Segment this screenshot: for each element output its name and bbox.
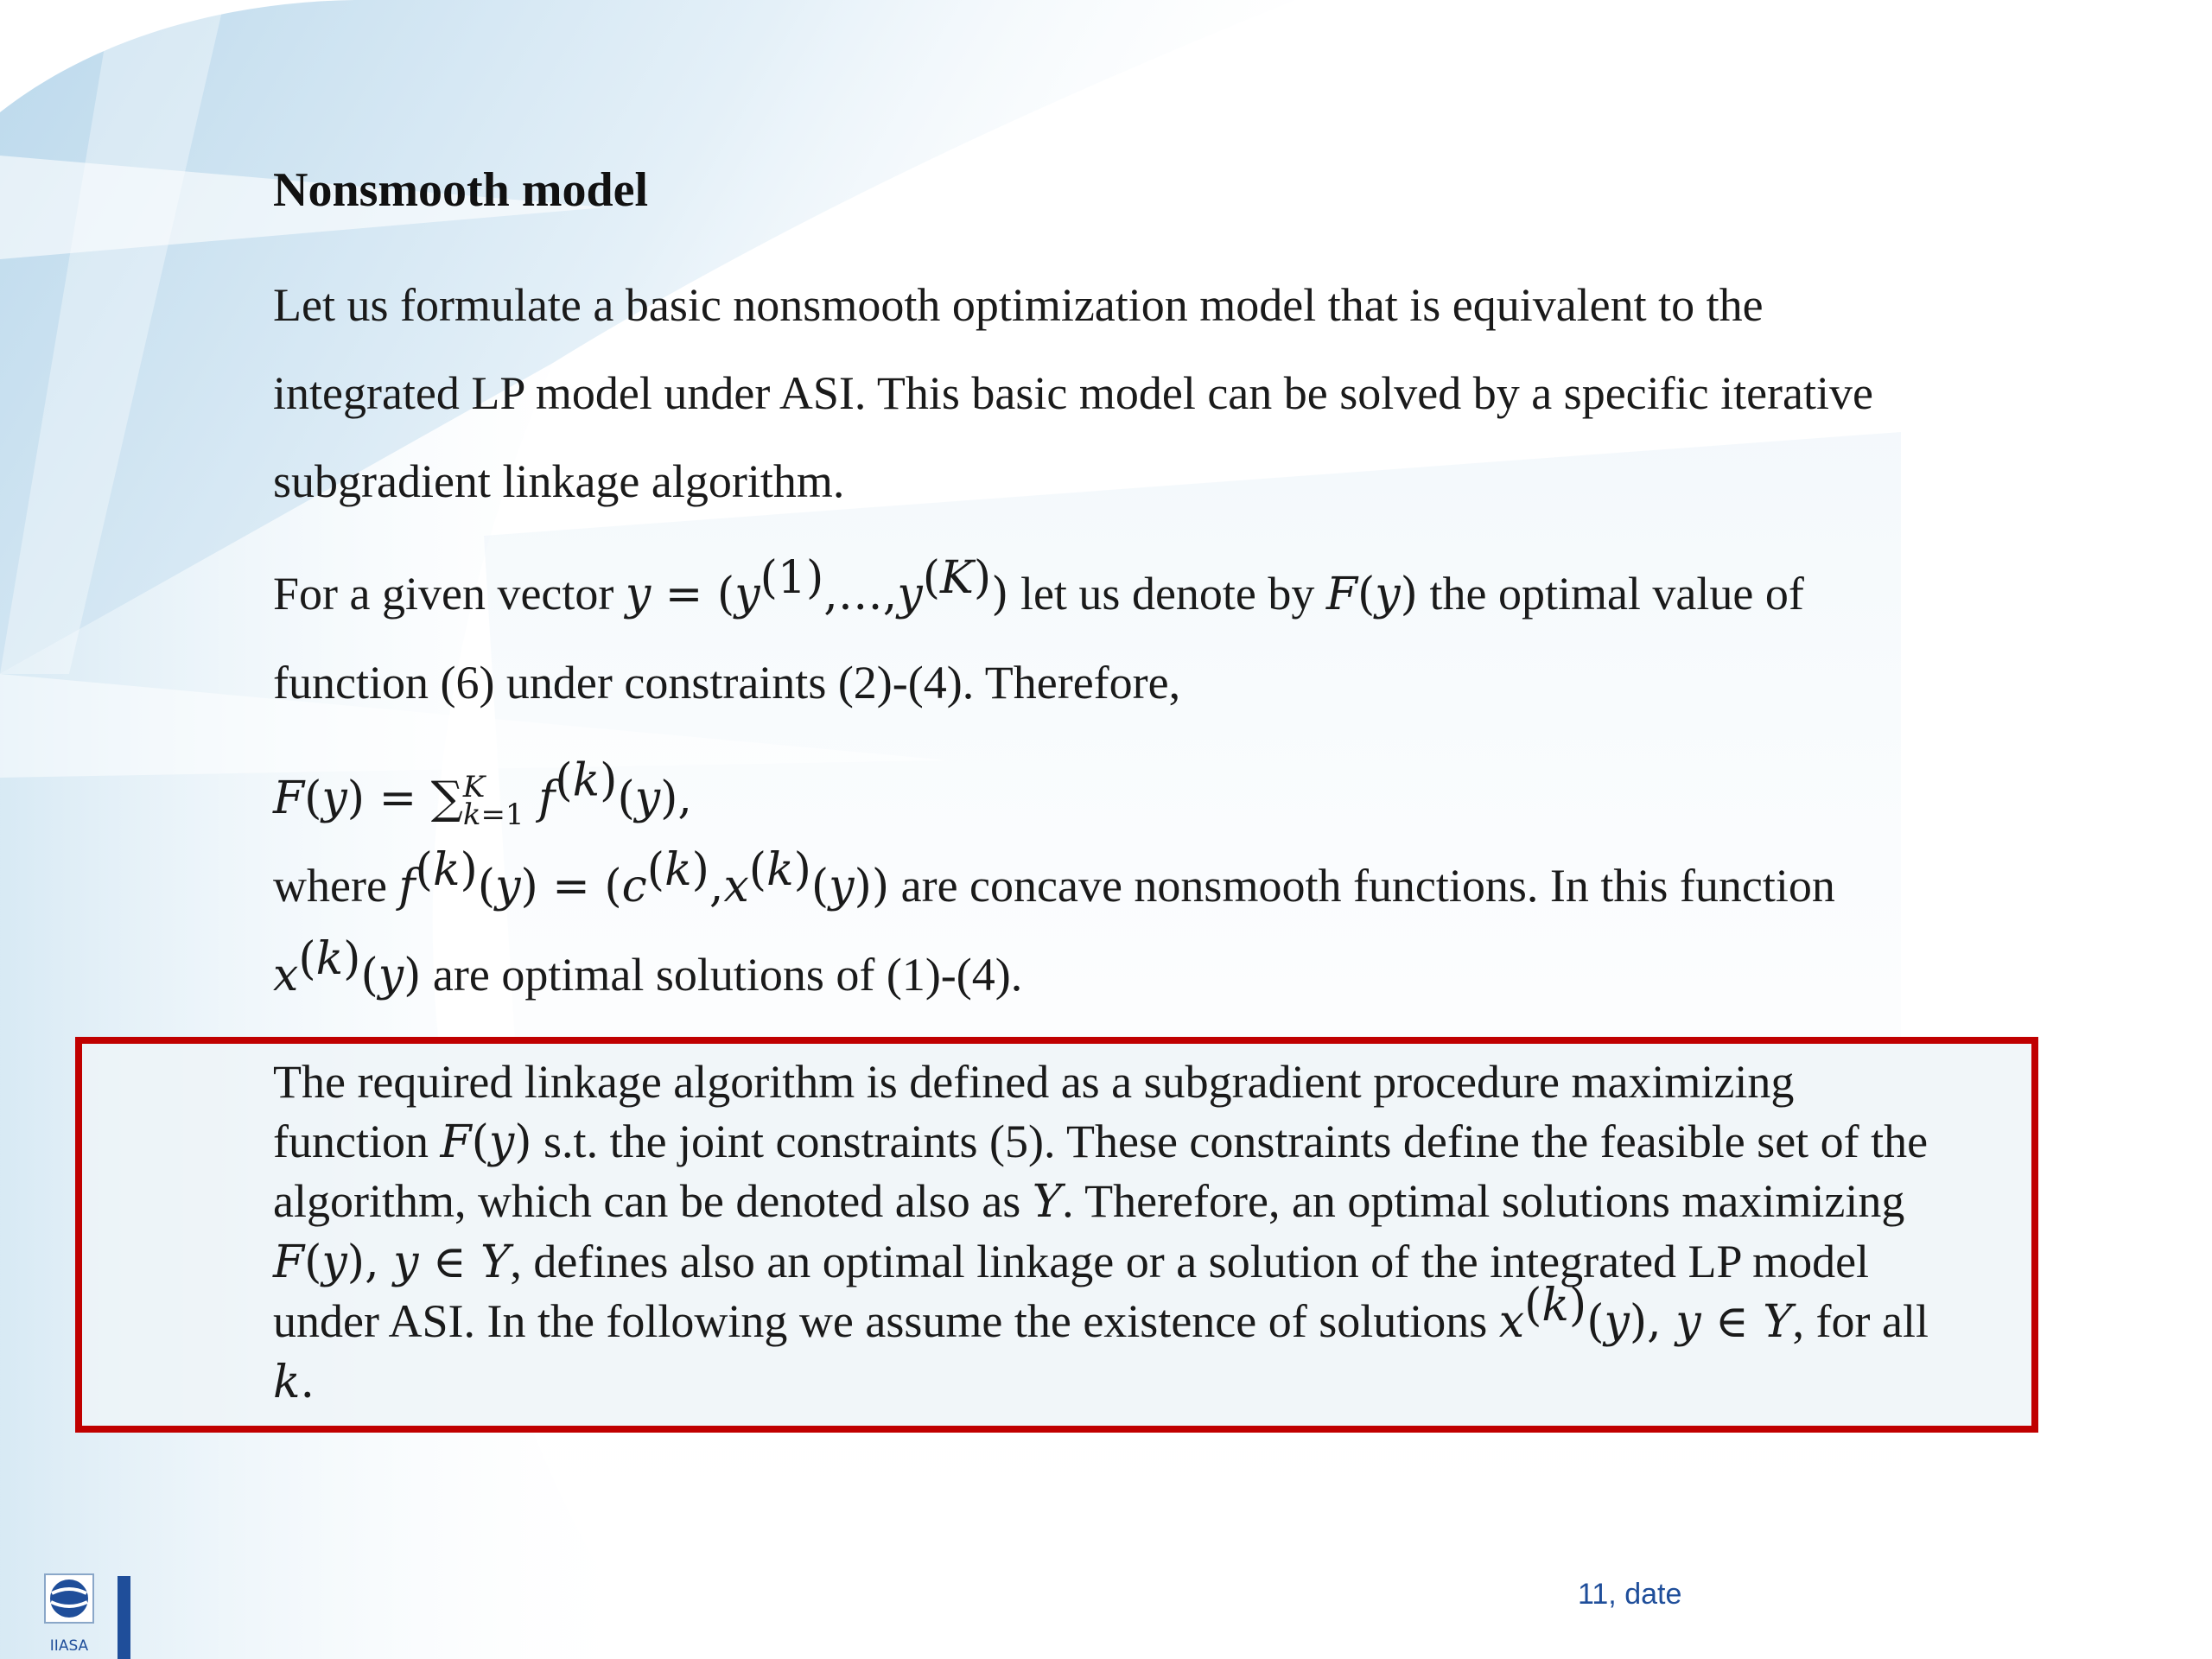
highlight-paragraph: The required linkage algorithm is defined as a subgradient procedure maximizing function F(y) s.t. the joint constraints (5). These constraints define the feasible set of the algorithm, which can be denoted also as Y. Therefore, an optimal solutions maximizing F(y), y ∈ Y, defines also an optimal linkage or a solution of the integrated LP model under ASI. In the following we assume the existence of solutions $x^{(k)}(y)$, y ∈ Y, for all k. [273,1056,1929,1408]
functions-paragraph: where $f^{(k)}(y) = (c^{(k)},x^{(k)}(y))$ are concave nonsmooth functions. In this function $x^{(k)}(y)$ are optimal solutions of (1)-(4). [273,844,1835,1001]
page-number: 11, date [1578,1578,1682,1611]
definition-paragraph: For a given vector $y = (y^{(1)},\dots,y^{(K)})$ let us denote by F(y) the optimal value of function (6) under constraints (2)-(4). Therefore, [273,552,1804,709]
slide-title: Nonsmooth model [273,163,649,217]
intro-paragraph: Let us formulate a basic nonsmooth optimization model that is equivalent to the integrated LP model under ASI. This basic model can be solved by a specific iterative subgradient linkage algorithm. [273,279,1873,507]
iiasa-globe-icon [43,1573,95,1656]
logo-divider-bar [118,1576,130,1659]
sum-formula: F(y) = ∑ K k=1 $f^{(k)}(y)$, [273,754,692,832]
vector-y-formula: y [625,569,652,620]
logo-text: IIASA [49,1637,89,1655]
function-F-symbol: F [1325,569,1357,620]
